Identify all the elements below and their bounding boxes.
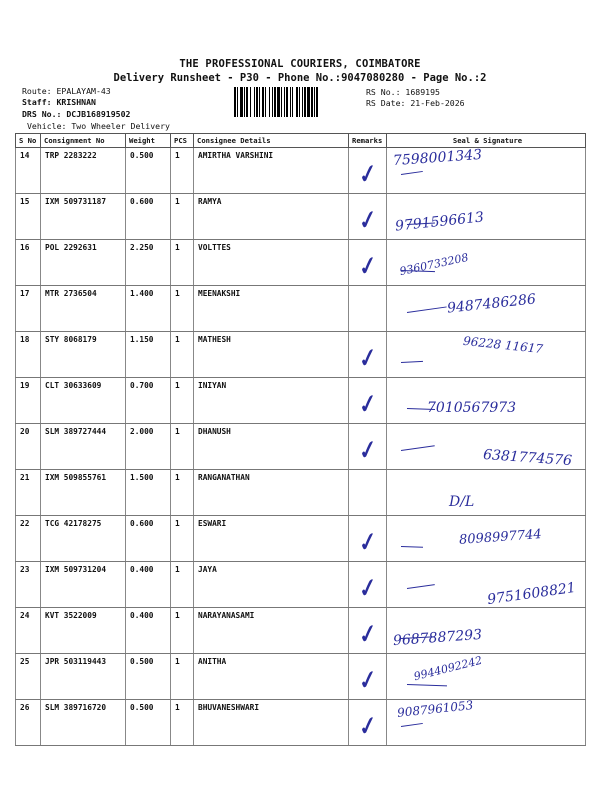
sno-cell: 20 bbox=[16, 424, 41, 470]
weight-cell: 1.400 bbox=[126, 286, 171, 332]
table-row bbox=[16, 470, 586, 516]
remarks-cell bbox=[349, 654, 387, 700]
seal-signature-cell bbox=[387, 286, 586, 332]
barcode-bar bbox=[292, 87, 293, 117]
sno-cell: 21 bbox=[16, 470, 41, 516]
sno-cell: 23 bbox=[16, 562, 41, 608]
route-info: Route: EPALAYAM-43 bbox=[22, 86, 111, 96]
pcs-cell: 1 bbox=[171, 424, 194, 470]
barcode-bar bbox=[254, 87, 255, 117]
table-row bbox=[16, 654, 586, 700]
seal-signature-cell bbox=[387, 470, 586, 516]
handwritten-note: 6381774576 bbox=[482, 446, 573, 470]
table-row bbox=[16, 516, 586, 562]
pcs-cell: 1 bbox=[171, 240, 194, 286]
pcs-cell: 1 bbox=[171, 332, 194, 378]
table-row bbox=[16, 240, 586, 286]
table-row bbox=[16, 332, 586, 378]
table-row bbox=[16, 424, 586, 470]
delivered-tick-mark: ✓ bbox=[353, 251, 380, 283]
consignee-cell: INIYAN bbox=[194, 378, 349, 424]
col-header-seal: Seal & Signature bbox=[387, 134, 586, 148]
remarks-cell bbox=[349, 332, 387, 378]
remarks-cell bbox=[349, 378, 387, 424]
remarks-cell bbox=[349, 516, 387, 562]
seal-signature-cell bbox=[387, 148, 586, 194]
consignee-cell: ANITHA bbox=[194, 654, 349, 700]
drs-number: DRS No.: DCJB168919502 bbox=[22, 109, 131, 119]
staff-info: Staff: KRISHNAN bbox=[22, 97, 96, 107]
rs-date: RS Date: 21-Feb-2026 bbox=[366, 98, 465, 108]
barcode-bar bbox=[296, 87, 298, 117]
signature-scribble bbox=[401, 171, 423, 175]
remarks-cell bbox=[349, 194, 387, 240]
remarks-cell bbox=[349, 424, 387, 470]
seal-signature-cell bbox=[387, 608, 586, 654]
consignee-cell: MATHESH bbox=[194, 332, 349, 378]
pcs-cell: 1 bbox=[171, 470, 194, 516]
handwritten-note: 9687887293 bbox=[392, 626, 483, 650]
delivered-tick-mark: ✓ bbox=[353, 159, 380, 191]
consignment-cell: POL 2292631 bbox=[41, 240, 126, 286]
remarks-cell bbox=[349, 608, 387, 654]
pcs-cell: 1 bbox=[171, 194, 194, 240]
seal-signature-cell bbox=[387, 332, 586, 378]
barcode-bar bbox=[316, 87, 318, 117]
rs-number: RS No.: 1689195 bbox=[366, 87, 440, 97]
table-row bbox=[16, 562, 586, 608]
barcode-bar bbox=[290, 87, 291, 117]
barcode-bar bbox=[274, 87, 276, 117]
handwritten-note: 9791596613 bbox=[394, 209, 485, 235]
delivered-tick-mark: ✓ bbox=[353, 665, 380, 697]
consignment-cell: TCG 42178275 bbox=[41, 516, 126, 562]
consignee-cell: RANGANATHAN bbox=[194, 470, 349, 516]
handwritten-note: D/L bbox=[449, 494, 475, 510]
sno-cell: 14 bbox=[16, 148, 41, 194]
remarks-cell bbox=[349, 286, 387, 332]
table-header-row bbox=[16, 134, 586, 148]
col-header-pcs: PCS bbox=[171, 134, 194, 148]
table-row bbox=[16, 700, 586, 746]
remarks-cell bbox=[349, 148, 387, 194]
delivered-tick-mark: ✓ bbox=[353, 205, 380, 237]
runsheet-title: Delivery Runsheet - P30 - Phone No.:9047080280 - Page No.:2 bbox=[113, 72, 487, 84]
consignment-cell: IXM 509731204 bbox=[41, 562, 126, 608]
table-row bbox=[16, 378, 586, 424]
handwritten-note: 9944092242 bbox=[412, 653, 484, 684]
barcode-bar bbox=[246, 87, 248, 117]
signature-scribble bbox=[401, 723, 423, 727]
signature-scribble bbox=[401, 546, 423, 548]
barcode-bar bbox=[244, 87, 245, 117]
pcs-cell: 1 bbox=[171, 286, 194, 332]
consignment-cell: TRP 2283222 bbox=[41, 148, 126, 194]
barcode-bar bbox=[237, 87, 238, 117]
col-header-consignment: Consignment No bbox=[41, 134, 126, 148]
signature-scribble bbox=[407, 584, 435, 589]
table-row bbox=[16, 608, 586, 654]
barcode-bar bbox=[250, 87, 251, 117]
weight-cell: 0.400 bbox=[126, 608, 171, 654]
pcs-cell: 1 bbox=[171, 700, 194, 746]
pcs-cell: 1 bbox=[171, 608, 194, 654]
handwritten-note: 9487486286 bbox=[446, 291, 537, 317]
seal-signature-cell bbox=[387, 240, 586, 286]
delivered-tick-mark: ✓ bbox=[353, 573, 380, 605]
sno-cell: 25 bbox=[16, 654, 41, 700]
barcode-bar bbox=[299, 87, 300, 117]
seal-signature-cell bbox=[387, 194, 586, 240]
barcode-bar bbox=[262, 87, 264, 117]
pcs-cell: 1 bbox=[171, 148, 194, 194]
consignment-cell: SLM 389716720 bbox=[41, 700, 126, 746]
weight-cell: 2.250 bbox=[126, 240, 171, 286]
consignee-cell: BHUVANESHWARI bbox=[194, 700, 349, 746]
seal-signature-cell bbox=[387, 424, 586, 470]
remarks-cell bbox=[349, 240, 387, 286]
barcode-bar bbox=[265, 87, 266, 117]
table-row bbox=[16, 194, 586, 240]
handwritten-note: 7010567973 bbox=[427, 400, 517, 416]
consignee-cell: AMIRTHA VARSHINI bbox=[194, 148, 349, 194]
weight-cell: 0.500 bbox=[126, 654, 171, 700]
barcode-bar bbox=[277, 87, 280, 117]
pcs-cell: 1 bbox=[171, 378, 194, 424]
weight-cell: 0.500 bbox=[126, 700, 171, 746]
handwritten-note: 9087961053 bbox=[396, 698, 474, 720]
signature-scribble bbox=[401, 361, 423, 363]
consignee-cell: DHANUSH bbox=[194, 424, 349, 470]
consignee-cell: ESWARI bbox=[194, 516, 349, 562]
sno-cell: 18 bbox=[16, 332, 41, 378]
delivery-table bbox=[15, 133, 586, 746]
col-header-sno: S No bbox=[16, 134, 41, 148]
weight-cell: 0.600 bbox=[126, 194, 171, 240]
handwritten-note: 9751608821 bbox=[486, 579, 577, 609]
consignee-cell: VOLTTES bbox=[194, 240, 349, 286]
delivered-tick-mark: ✓ bbox=[353, 343, 380, 375]
weight-cell: 2.000 bbox=[126, 424, 171, 470]
pcs-cell: 1 bbox=[171, 562, 194, 608]
seal-signature-cell bbox=[387, 516, 586, 562]
weight-cell: 0.700 bbox=[126, 378, 171, 424]
signature-scribble bbox=[407, 306, 447, 313]
barcode-bar bbox=[284, 87, 285, 117]
delivered-tick-mark: ✓ bbox=[353, 527, 380, 559]
col-header-remarks: Remarks bbox=[349, 134, 387, 148]
barcode-bar bbox=[272, 87, 273, 117]
signature-scribble bbox=[407, 684, 447, 686]
barcode-bar bbox=[304, 87, 306, 117]
barcode-bar bbox=[314, 87, 315, 117]
consignee-cell: RAMYA bbox=[194, 194, 349, 240]
delivered-tick-mark: ✓ bbox=[353, 435, 380, 467]
table-row bbox=[16, 286, 586, 332]
handwritten-note: 7598001343 bbox=[392, 146, 483, 170]
remarks-cell bbox=[349, 700, 387, 746]
sno-cell: 15 bbox=[16, 194, 41, 240]
seal-signature-cell bbox=[387, 562, 586, 608]
sno-cell: 19 bbox=[16, 378, 41, 424]
barcode-bar bbox=[259, 87, 260, 117]
consignment-cell: SLM 389727444 bbox=[41, 424, 126, 470]
weight-cell: 0.500 bbox=[126, 148, 171, 194]
consignee-cell: MEENAKSHI bbox=[194, 286, 349, 332]
weight-cell: 1.150 bbox=[126, 332, 171, 378]
handwritten-note: 96228 11617 bbox=[462, 333, 544, 357]
sno-cell: 16 bbox=[16, 240, 41, 286]
barcode-bar bbox=[234, 87, 236, 117]
pcs-cell: 1 bbox=[171, 654, 194, 700]
pcs-cell: 1 bbox=[171, 516, 194, 562]
consignment-cell: JPR 503119443 bbox=[41, 654, 126, 700]
handwritten-note: 8098997744 bbox=[458, 527, 543, 548]
vehicle-info: Vehicle: Two Wheeler Delivery bbox=[27, 121, 170, 131]
remarks-cell bbox=[349, 562, 387, 608]
table-row bbox=[16, 148, 586, 194]
barcode-bar bbox=[311, 87, 313, 117]
barcode-bar bbox=[256, 87, 258, 117]
signature-scribble bbox=[407, 408, 435, 410]
company-name: THE PROFESSIONAL COURIERS, COIMBATORE bbox=[179, 58, 421, 70]
sno-cell: 26 bbox=[16, 700, 41, 746]
delivered-tick-mark: ✓ bbox=[353, 389, 380, 421]
consignment-cell: KVT 3522009 bbox=[41, 608, 126, 654]
barcode-bar bbox=[307, 87, 310, 117]
weight-cell: 0.400 bbox=[126, 562, 171, 608]
seal-signature-cell bbox=[387, 700, 586, 746]
consignee-cell: NARAYANASAMI bbox=[194, 608, 349, 654]
barcode-bar bbox=[269, 87, 270, 117]
barcode-bar bbox=[286, 87, 288, 117]
remarks-cell bbox=[349, 470, 387, 516]
consignee-cell: JAYA bbox=[194, 562, 349, 608]
seal-signature-cell bbox=[387, 378, 586, 424]
sno-cell: 24 bbox=[16, 608, 41, 654]
consignment-cell: IXM 509855761 bbox=[41, 470, 126, 516]
weight-cell: 1.500 bbox=[126, 470, 171, 516]
weight-cell: 0.600 bbox=[126, 516, 171, 562]
handwritten-note: 9360733208 bbox=[398, 250, 470, 279]
delivered-tick-mark: ✓ bbox=[353, 711, 380, 743]
sno-cell: 22 bbox=[16, 516, 41, 562]
seal-signature-cell bbox=[387, 654, 586, 700]
col-header-weight: Weight bbox=[126, 134, 171, 148]
signature-scribble bbox=[401, 445, 435, 451]
delivered-tick-mark: ✓ bbox=[353, 619, 380, 651]
consignment-cell: STY 8068179 bbox=[41, 332, 126, 378]
consignment-cell: MTR 2736504 bbox=[41, 286, 126, 332]
barcode-bar bbox=[240, 87, 243, 117]
barcode-bar bbox=[302, 87, 303, 117]
barcode-bar bbox=[281, 87, 282, 117]
consignment-cell: IXM 509731187 bbox=[41, 194, 126, 240]
consignment-cell: CLT 30633609 bbox=[41, 378, 126, 424]
sno-cell: 17 bbox=[16, 286, 41, 332]
barcode-image bbox=[234, 87, 362, 117]
col-header-consignee: Consignee Details bbox=[194, 134, 349, 148]
